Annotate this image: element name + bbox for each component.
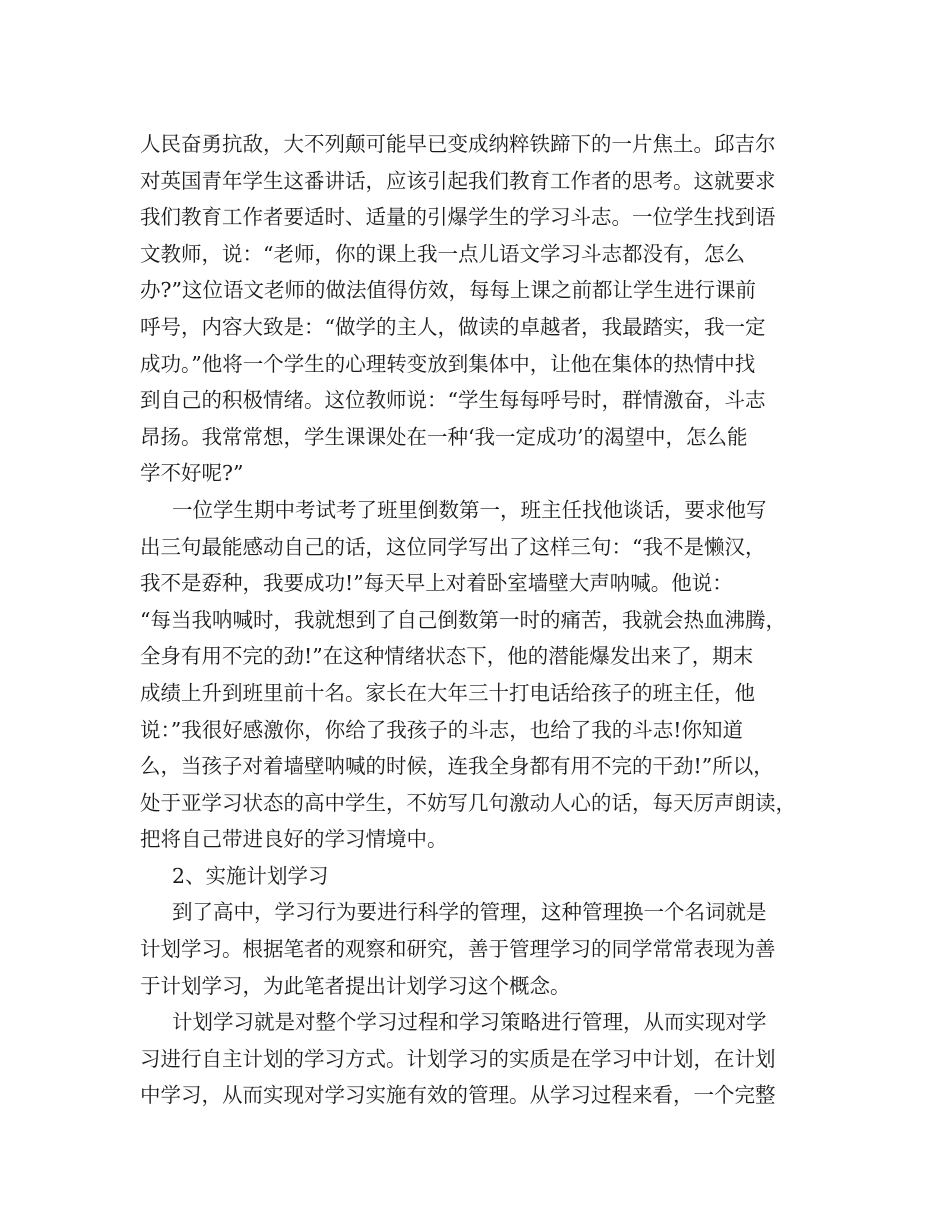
text-line: 习进行自主计划的学习方式。计划学习的实质是在学习中计划，在计划 — [140, 1046, 776, 1071]
text-line: 2、实施计划学习 — [172, 863, 329, 888]
text-line: 把将自己带进良好的学习情境中。 — [140, 827, 448, 852]
text-line: 呼号，内容大致是：“做学的主人，做读的卓越者，我最踏实，我一定 — [140, 314, 766, 339]
text-line: 我不是孬种，我要成功!”每天早上对着卧室墙壁大声呐喊。他说： — [140, 571, 733, 596]
text-line: 学不好呢?” — [140, 461, 244, 486]
text-line: 成功。”他将一个学生的心理转变放到集体中，让他在集体的热情中找 — [140, 351, 756, 376]
text-line: 处于亚学习状态的高中学生，不妨写几句激动人心的话，每天厉声朗读， — [140, 790, 796, 815]
text-line: 人民奋勇抗敌，大不列颠可能早已变成纳粹铁蹄下的一片焦土。邱吉尔 — [140, 132, 776, 156]
text-line: 到自己的积极情绪。这位教师说：“学生每每呼号时，群情激奋，斗志 — [140, 388, 766, 413]
text-line: 计划学习。根据笔者的观察和研究，善于管理学习的同学常常表现为善 — [140, 937, 776, 962]
text-line: 办?”这位语文老师的做法值得仿效，每每上课之前都让学生进行课前 — [140, 278, 756, 303]
text-line: 出三句最能感动自己的话，这位同学写出了这样三句：“我不是懒汉， — [140, 534, 766, 559]
text-line: 全身有用不完的劲!”在这种情绪状态下，他的潜能爆发出来了，期末 — [140, 644, 754, 669]
text-line: 么，当孩子对着墙壁呐喊的时候，连我全身都有用不完的干劲!”所以， — [140, 754, 774, 779]
text-line: 说：”我很好感激你，你给了我孩子的斗志，也给了我的斗志!你知道 — [140, 717, 743, 742]
text-line: 对英国青年学生这番讲话，应该引起我们教育工作者的思考。这就要求 — [140, 168, 776, 193]
text-line: 中学习，从而实现对学习实施有效的管理。从学习过程来看，一个完整 — [140, 1083, 776, 1108]
text-line: 我们教育工作者要适时、适量的引爆学生的学习斗志。一位学生找到语 — [140, 205, 776, 230]
text-line: 于计划学习，为此笔者提出计划学习这个概念。 — [140, 973, 571, 998]
text-line: 成绩上升到班里前十名。家长在大年三十打电话给孩子的班主任，他 — [140, 680, 755, 705]
text-line: 昂扬。我常常想，学生课课处在一种‘我一定成功’的渴望中，怎么能 — [140, 424, 748, 449]
body-text — [140, 126, 815, 1114]
text-line: 文教师，说：“老师，你的课上我一点儿语文学习斗志都没有，怎么 — [140, 241, 745, 266]
text-line: 计划学习就是对整个学习过程和学习策略进行管理，从而实现对学 — [172, 1010, 767, 1035]
text-line: 一位学生期中考试考了班里倒数第一，班主任找他谈话，要求他写 — [172, 497, 767, 522]
text-line: 到了高中，学习行为要进行科学的管理，这种管理换一个名词就是 — [172, 900, 767, 925]
text-line: “每当我呐喊时，我就想到了自己倒数第一时的痛苦，我就会热血沸腾， — [140, 607, 786, 632]
